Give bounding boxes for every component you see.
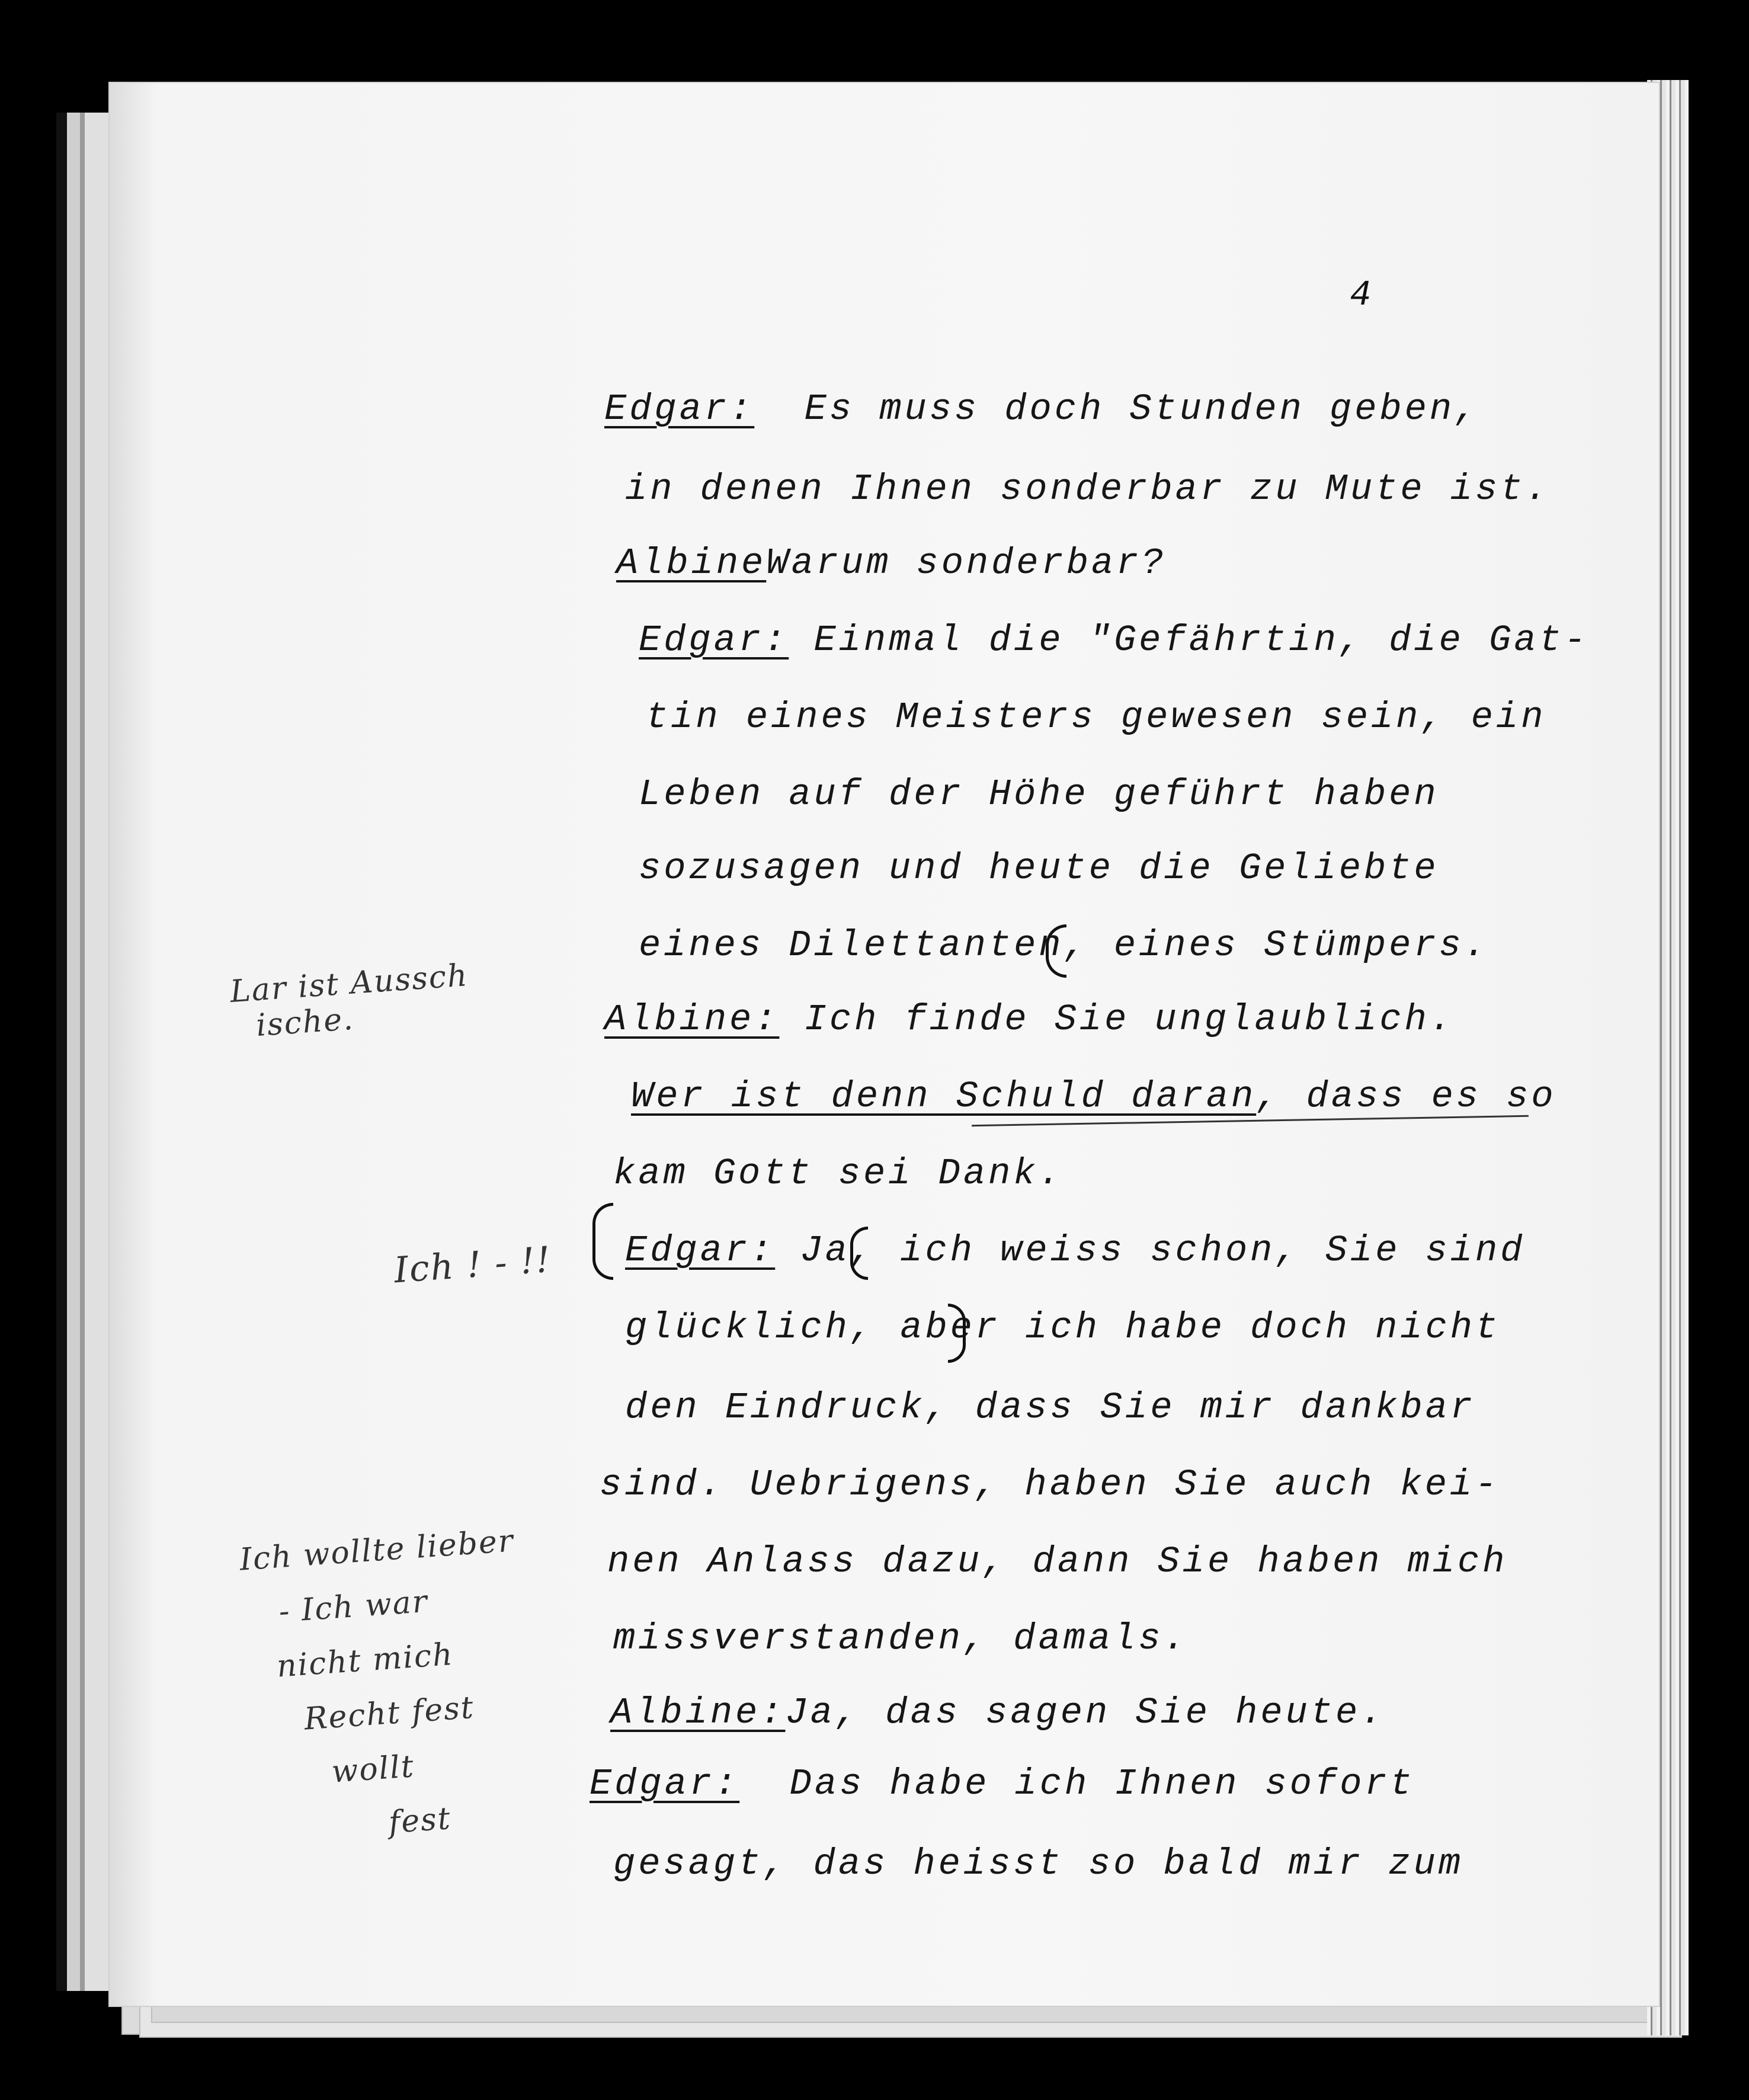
script-line [616, 542, 1517, 584]
underlined-phrase: Wer ist denn Schuld daran [631, 1075, 1257, 1118]
speaker-label: Edgar: [639, 619, 789, 661]
pencil-bracket-close [948, 1304, 966, 1363]
script-line [639, 847, 1539, 889]
line-text: sind. Uebrigens, haben Sie auch kei- [600, 1464, 1500, 1506]
script-line [613, 1618, 1514, 1660]
speaker-label: Albine: [604, 998, 780, 1041]
margin-note: Ich wollte lieber - Ich war nicht mich Recht fest wollt fest [238, 1523, 515, 1841]
line-text: kam Gott sei Dank. [613, 1153, 1064, 1195]
script-line [646, 696, 1546, 738]
line-text: Ja, das sagen Sie heute. [785, 1692, 1386, 1734]
script-line [625, 1230, 1526, 1272]
script-line [604, 388, 1505, 430]
script-line [639, 924, 1539, 966]
speaker-label: Albine [616, 542, 767, 584]
script-line [625, 468, 1551, 510]
line-text: glücklich, aber ich habe doch nicht [625, 1307, 1501, 1349]
margin-note: Lar ist Aussch ische. [229, 958, 470, 1044]
line-text: nen Anlass dazu, dann Sie haben mich [607, 1541, 1508, 1583]
line-text: Das habe ich Ihnen sofort [789, 1763, 1415, 1805]
line-text: Wer ist denn Schuld daran, dass es so [631, 1075, 1556, 1118]
script-line [610, 1692, 1511, 1734]
script-line [590, 1763, 1490, 1805]
line-text: Ich finde Sie unglaublich. [804, 998, 1455, 1041]
line-text: Einmal die "Gefährtin, die Gat- [813, 619, 1589, 661]
script-line [607, 1541, 1508, 1583]
line-text: gesagt, das heisst so bald mir zum [613, 1843, 1464, 1885]
speaker-label: Edgar: [604, 388, 755, 430]
speaker-label: Albine: [610, 1692, 786, 1734]
line-text: Ja, ich weiss schon, Sie sind [800, 1230, 1526, 1272]
line-text: den Eindruck, dass Sie mir dankbar [625, 1387, 1476, 1429]
script-line [625, 1307, 1526, 1349]
line-text: sozusagen und heute die Geliebte [639, 847, 1439, 889]
line-text: missverstanden, damals. [613, 1618, 1189, 1660]
page-number: 4 [1350, 276, 1372, 316]
pencil-bracket-open [850, 1227, 868, 1280]
script-line [600, 1464, 1500, 1506]
speaker-label: Edgar: [625, 1230, 776, 1272]
line-text: eines Dilettanten, eines Stümpers. [639, 924, 1489, 966]
script-line [613, 1153, 1514, 1195]
script-line [639, 619, 1589, 661]
line-text: Warum sonderbar? [766, 542, 1167, 584]
line-text: in denen Ihnen sonderbar zu Mute ist. [625, 468, 1551, 510]
line-text: Es muss doch Stunden geben, [804, 388, 1480, 430]
speaker-label: Edgar: [590, 1763, 740, 1805]
pencil-bracket-open [592, 1203, 613, 1280]
script-line [613, 1843, 1514, 1885]
margin-note: Ich ! - !! [392, 1238, 553, 1292]
script-line [631, 1075, 1556, 1118]
script-line [639, 773, 1539, 815]
binding-strip [56, 113, 110, 1991]
script-line [625, 1387, 1526, 1429]
script-line [604, 998, 1505, 1041]
line-text: Leben auf der Höhe geführt haben [639, 773, 1439, 815]
line-text: tin eines Meisters gewesen sein, ein [646, 696, 1546, 738]
